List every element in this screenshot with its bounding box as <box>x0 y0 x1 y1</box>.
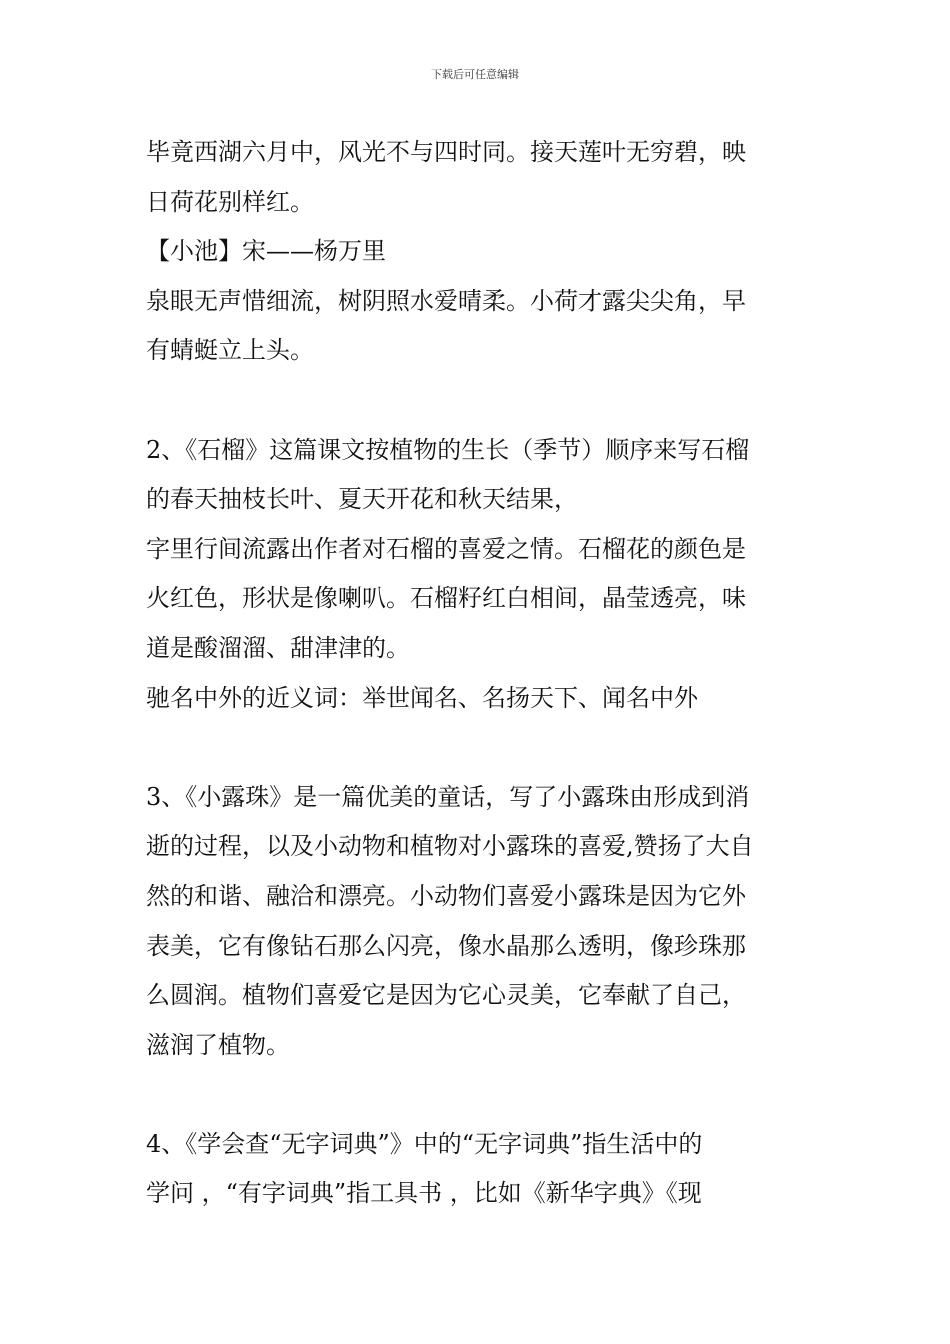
text-line: 火红色，形状是像喇叭。石榴籽红白相间，晶莹透亮，味 <box>146 584 746 613</box>
text-line: 毕竟西湖六月中，风光不与四时同。接天莲叶无穷碧，映 <box>146 138 746 166</box>
text-line: 字里行间流露出作者对石榴的喜爱之情。石榴花的颜色是 <box>146 534 746 563</box>
text-line: 日荷花别样红。 <box>146 187 314 216</box>
text-line: 滋润了植物。 <box>146 1030 290 1059</box>
text-line: 4、《学会查“无字词典”》中的“无字词典”指生活中的 <box>146 1129 703 1158</box>
poem-title: 【小池】宋——杨万里 <box>146 237 386 266</box>
text-line: 2、《石榴》这篇课文按植物的生长（季节）顺序来写石榴 <box>146 435 750 464</box>
text-line: 表美，它有像钻石那么闪亮，像水晶那么透明，像珍珠那 <box>146 931 746 960</box>
text-line: 学问 ，“有字词典”指工具书 ，比如《新华字典》《现 <box>146 1179 702 1208</box>
text-line: 泉眼无声惜细流，树阴照水爱晴柔。小荷才露尖尖角，早 <box>146 286 746 315</box>
text-line: 道是酸溜溜、甜津津的。 <box>146 633 410 662</box>
text-line: 3、《小露珠》是一篇优美的童话，写了小露珠由形成到消 <box>146 782 750 811</box>
document-body <box>146 128 816 1219</box>
page-header: 下载后可任意编辑 <box>431 68 519 81</box>
text-line: 的春天抽枝长叶、夏天开花和秋天结果， <box>146 485 578 514</box>
paragraph-spacer <box>146 1070 816 1120</box>
text-line: 么圆润。植物们喜爱它是因为它心灵美，它奉献了自己， <box>146 981 746 1010</box>
text-line: 逝的过程，以及小动物和植物对小露珠的喜爱,赞扬了大自 <box>146 832 754 861</box>
text-line: 然的和谐、融洽和漂亮。小动物们喜爱小露珠是因为它外 <box>146 881 746 910</box>
paragraph-spacer <box>146 723 816 773</box>
paragraph-spacer <box>146 376 816 426</box>
text-line: 驰名中外的近义词：举世闻名、名扬天下、闻名中外 <box>146 683 698 712</box>
text-line: 有蜻蜓立上头。 <box>146 336 314 365</box>
